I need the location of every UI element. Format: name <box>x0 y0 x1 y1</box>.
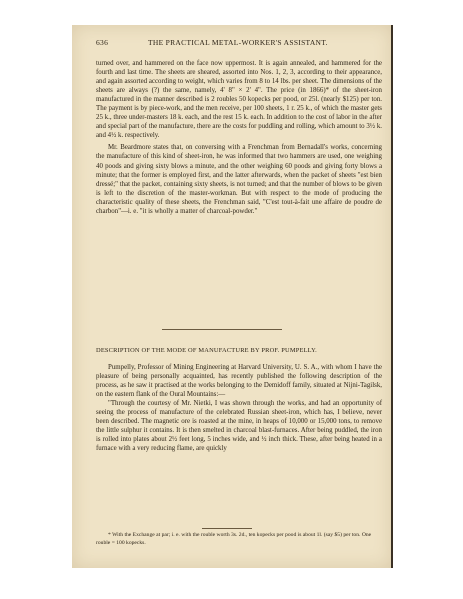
book-page <box>72 25 392 568</box>
footnote-divider <box>202 528 252 529</box>
paragraph-3: Pumpelly, Professor of Mining Engineering at Harvard University, U. S. A., with whom I have the pleasure of being personally acquainted, has recently published the following description of the process, as he saw it practised at the works belonging to the Demidoff family, situated at Nijni-Tagilsk, on the eastern flank of the Oural Mountains:— <box>96 364 382 399</box>
running-title: THE PRACTICAL METAL-WORKER'S ASSISTANT. <box>148 38 328 47</box>
paragraph-2: Mr. Beardmore states that, on conversing with a Frenchman from Bernadall's works, concerning the manufacture of this kind of sheet-iron, he was informed that two hammers are used, one weighing 40 poods and giving sixty blows a minute, and the other weighing 60 poods and giving forty blows a minute; that the former is employed first, and the latter afterwards, when the packet of sheets "est bien dressé;" that the packet, containing sixty sheets, is not turned; and that the number of blows to be given is left to the discretion of the master-workman. But with respect to the mode of producing the characteristic quality of these sheets, the Frenchman said, "C'est tout-à-fait une affaire de poudre de charbon"—i. e. "it is wholly a matter of charcoal-powder." <box>96 144 382 215</box>
section-heading: DESCRIPTION OF THE MODE OF MANUFACTURE BY PROF. PUMPELLY. <box>96 347 317 354</box>
main-text <box>96 59 382 216</box>
paragraph-4: "Through the courtesy of Mr. Nietki, I was shown through the works, and had an opportunity of seeing the process of manufacture of the celebrated Russian sheet-iron, which has, I believe, never been described. The magnetic ore is roasted at the mine, in heaps of 10,000 or 15,000 tons, to remove the little sulphur it contains. It is then smelted in charcoal blast-furnaces. After being puddled, the iron is rolled into plates about 2½ feet long, 5 inches wide, and ½ inch thick. These, after being heated in a furnace with a very reducing flame, are quickly <box>96 400 382 453</box>
footnote: * With the Exchange at par; i. e. with the rouble worth 3s. 2d., ten kopecks per pood is about 1l. (say $5) per ton. One rouble = 100 kopecks. <box>96 532 372 546</box>
section-divider <box>162 329 282 330</box>
paragraph-1: turned over, and hammered on the face now uppermost. It is again annealed, and hammered for the fourth and last time. The sheets are sheared, assorted into Nos. 1, 2, 3, according to their appearance, and again assorted according to weight, which varies from 8 to 14 lbs. per sheet. The dimensions of the sheets are always (?) the same, namely, 4' 8" × 2' 4". The price (in 1866)* of the sheet-iron manufactured in the manner described is 2 roubles 50 kopecks per pood, or 25l. (nearly $125) per ton. The payment is by piece-work, and the men receive, per 100 sheets, 1 r. 25 k., of which the master gets 25 k., three under-masters 18 k. each, and the rest 15 k. each. In addition to the cost of labor in the after and special part of the manufacture, there are the costs for puddling and rolling, which amount to 3½ k. and 4½ k. respectively. <box>96 60 382 140</box>
page-edge <box>391 25 393 568</box>
section-text <box>96 363 382 453</box>
page-number: 636 <box>96 38 109 47</box>
